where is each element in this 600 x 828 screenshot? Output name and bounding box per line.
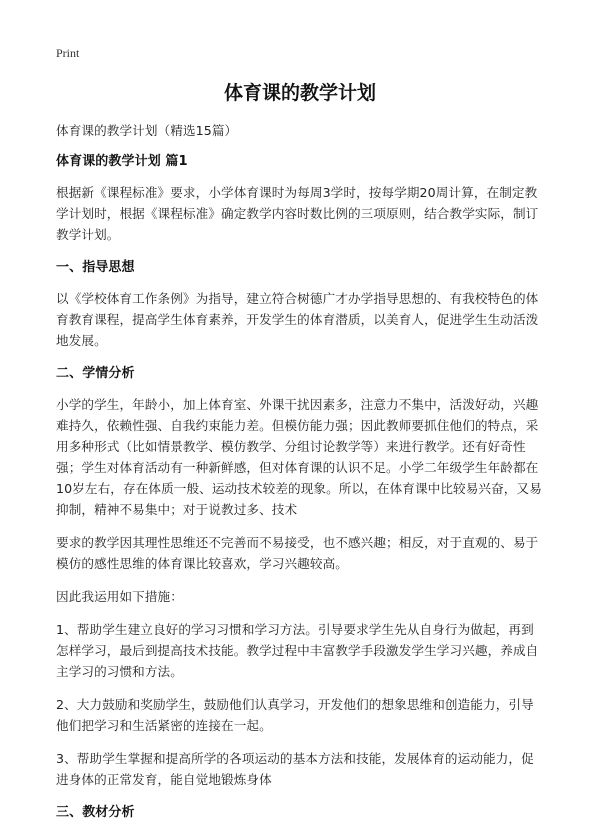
article-heading: 体育课的教学计划 篇1 bbox=[56, 154, 188, 169]
print-link[interactable]: Print bbox=[56, 46, 80, 60]
student-analysis-paragraph-1: 小学的学生，年龄小，加上体育室、外课干扰因素多，注意力不集中，活泼好动，兴趣难持久，依赖性强、自我约束能力差。但模仿能力强；因此教师要抓住他们的特点，采用多种形式（比如情景教学、模仿教学、分组讨论教学等）来进行教学。还有好奇性强；学生对体育活动有一种新鲜感，但对体育课的认识不足。小学二年级学生年龄都在10岁左右，存在体质一般、运动技术较差的现象。所以，在体育课中比较易兴奋，又易抑制，精神不易集中；对于说教过多、技术 bbox=[56, 397, 542, 517]
page-title: 体育课的教学计划 bbox=[223, 82, 376, 104]
section-heading-textbook-analysis: 三、教材分析 bbox=[56, 805, 135, 820]
measures-intro: 因此我运用如下措施： bbox=[56, 589, 183, 604]
measure-item-1: 1、帮助学生建立良好的学习习惯和学习方法。引导要求学生先从自身行为做起，再到怎样学习，最后到提高技术技能。教学过程中丰富教学手段激发学生学习兴趣，养成自主学习的习惯和方法。 bbox=[56, 622, 539, 679]
section-heading-student-analysis: 二、学情分析 bbox=[56, 366, 135, 381]
measure-item-2: 2、大力鼓励和奖励学生，鼓励他们认真学习，开发他们的想象思维和创造能力，引导他们把学习和生活紧密的连接在一起。 bbox=[56, 697, 534, 733]
section-heading-guiding-thought: 一、指导思想 bbox=[56, 260, 135, 275]
student-analysis-paragraph-2: 要求的教学因其理性思维还不完善而不易接受，也不感兴趣；相反，对于直观的、易于模仿的感性思维的体育课比较喜欢，学习兴趣较高。 bbox=[56, 535, 539, 571]
measure-item-3: 3、帮助学生掌握和提高所学的各项运动的基本方法和技能，发展体育的运动能力，促进身体的正常发育，能自觉地锻炼身体 bbox=[56, 751, 534, 787]
article-subtitle: 体育课的教学计划（精选15篇） bbox=[56, 123, 238, 138]
intro-paragraph: 根据新《课程标准》要求，小学体育课时为每周3学时，按每学期20周计算，在制定教学计划时，根据《课程标准》确定教学内容时数比例的三项原则，结合教学实际，制订教学计划。 bbox=[56, 185, 539, 242]
article-body bbox=[56, 120, 546, 823]
guiding-thought-paragraph: 以《学校体育工作条例》为指导，建立符合树德广才办学指导思想的、有我校特色的体育教育课程，提高学生体育素养，开发学生的体育潜质，以美育人，促进学生生动活泼地发展。 bbox=[56, 291, 539, 348]
